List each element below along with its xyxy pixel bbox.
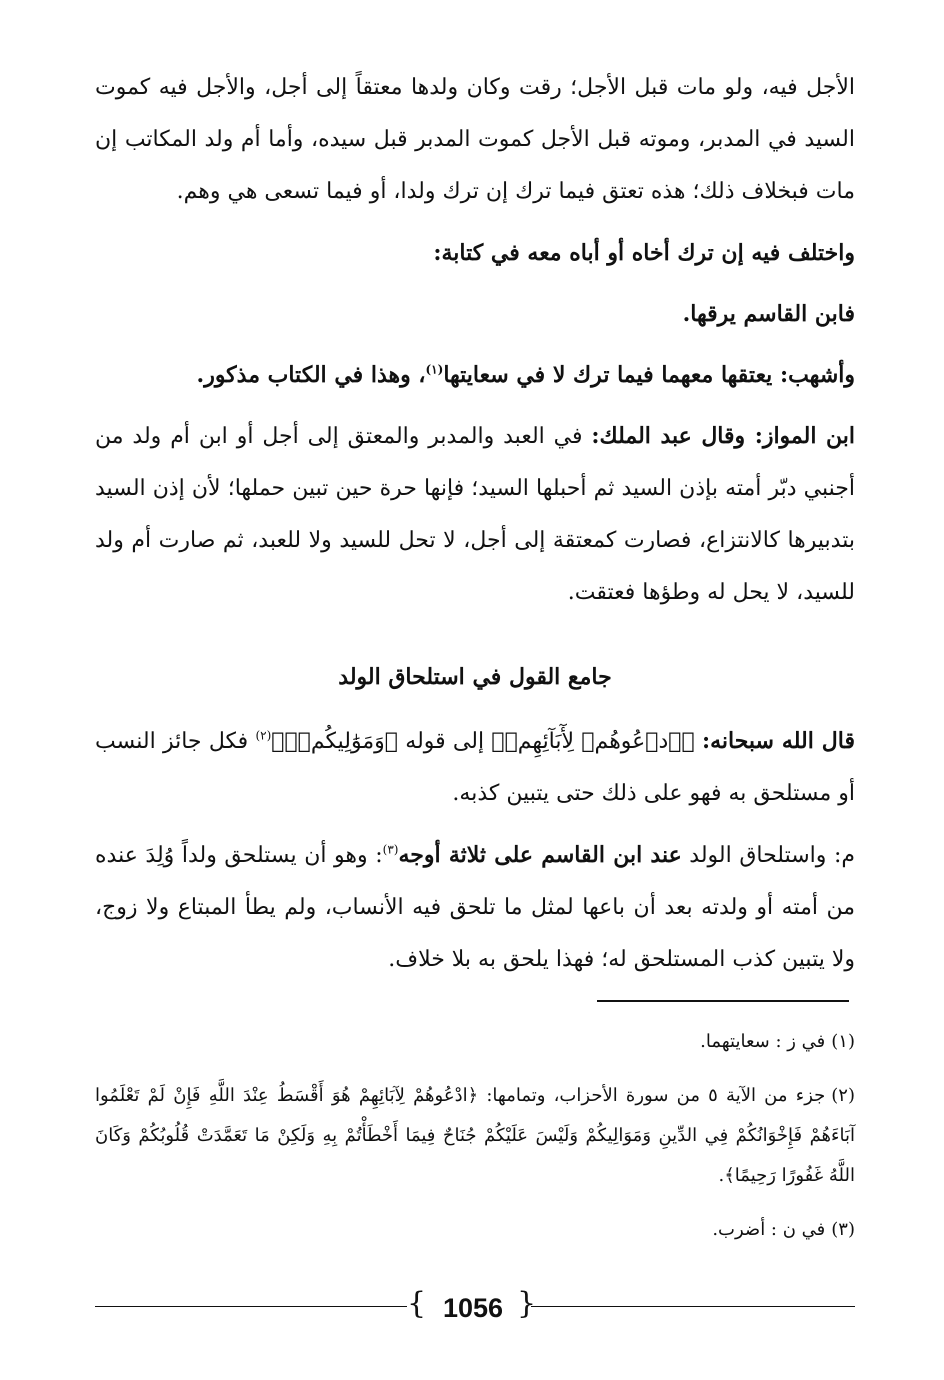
footnote-ref-1[interactable]: (١) (425, 362, 444, 377)
footer-rule-left (95, 1306, 407, 1307)
quran-quote-2: ﴿وَمَوَٰلِيكُمۡۚ﴾ (271, 729, 398, 754)
footnote-number: (١) (831, 1031, 855, 1052)
paragraph-5-lead: ابن المواز: وقال عبد الملك: (591, 423, 855, 449)
footnote-text: في ز : سعايتهما. (700, 1031, 826, 1052)
page-footer (95, 1286, 855, 1330)
footnote-3 (95, 1210, 855, 1250)
footnote-number: (٢) (831, 1085, 855, 1106)
paragraph-4 (95, 349, 855, 401)
footnote-separator (597, 1000, 849, 1002)
footnote-ref-3[interactable]: (٣) (382, 842, 399, 857)
paragraph-7-rest: : وهو أن يستلحق ولداً وُلِدَ عنده من أمته أو ولدته بعد أن باعها لمثل ما تلحق فيه الأنساب، ولم يطأ المبتاع ولا زوج، ولا يتبين كذب المستلحق له؛ فهذا يلحق به بلا خلاف. (95, 843, 855, 972)
quran-quote-1: ﴿ٱدۡعُوهُمۡ لِأٓبَآئِهِمۡ﴾ (484, 729, 702, 754)
footnote-1 (95, 1022, 855, 1062)
footer-rule-right (531, 1306, 855, 1307)
paragraph-6-mid: إلى قوله (397, 729, 485, 754)
main-text (95, 62, 855, 986)
section-heading: جامع القول في استلحاق الولد (338, 664, 612, 690)
paragraph-6-rest: فكل جائز النسب أو مستلحق به فهو على ذلك حتى يتبين كذبه. (95, 729, 855, 806)
footnote-text: جزء من الآية ٥ من سورة الأحزاب، وتمامها: ﴿ادْعُوهُمْ لِآبَائِهِمْ هُوَ أَقْسَطُ عِنْدَ اللَّهِ فَإِنْ لَمْ تَعْلَمُوا آبَاءَهُمْ فَإِخْوَانُكُمْ فِي الدِّينِ وَمَوَالِيكُمْ وَلَيْسَ عَلَيْكُمْ جُنَاحٌ فِيمَا أَخْطَأْتُمْ بِهِ وَلَكِنْ مَا تَعَمَّدَتْ قُلُوبُكُمْ وَكَانَ اللَّهُ غَفُورًا رَحِيمًا﴾. (95, 1085, 855, 1186)
footnote-text: في ن : أضرب. (712, 1219, 826, 1240)
paragraph-7 (95, 829, 855, 986)
footnote-number: (٣) (831, 1219, 855, 1240)
page-number: 1056 (442, 1293, 504, 1323)
footnote-2 (95, 1076, 855, 1196)
paragraph-1: الأجل فيه، ولو مات قبل الأجل؛ رقت وكان ولدها معتقاً إلى أجل، والأجل فيه كموت السيد في المدبر، وموته قبل الأجل كموت المدبر قبل سيده، وأما أم ولد المكاتب إن مات فبخلاف ذلك؛ هذه تعتق فيما ترك إن ترك ولدا، أو فيما تسعى هي وهم. (95, 75, 855, 204)
brace-left-icon: { (407, 1286, 427, 1321)
paragraph-3: فابن القاسم يرقها. (682, 301, 855, 327)
brace-right-icon: } (517, 1286, 537, 1321)
paragraph-7-text-a: م: واستلحاق الولد (681, 843, 855, 868)
paragraph-6 (95, 715, 855, 820)
paragraph-2: واختلف فيه إن ترك أخاه أو أباه معه في كتابة: (433, 240, 855, 266)
paragraph-6-lead: قال الله سبحانه: (701, 728, 855, 754)
paragraph-7-bold: عند ابن القاسم على ثلاثة أوجه (398, 842, 682, 868)
paragraph-5 (95, 410, 855, 619)
footnotes (95, 1022, 855, 1264)
paragraph-5-rest: في العبد والمدبر والمعتق إلى أجل أو ابن أم ولد من أجنبي دبّر أمته بإذن السيد ثم أحبلها السيد؛ فإنها حرة حين تبين حملها؛ لأن إذن السيد بتدبيرها كالانتزاع، فصارت كمعتقة إلى أجل، لا تحل للسيد ولا للعبد، ثم صارت أم ولد للسيد، لا يحل له وطؤها فعتقت. (95, 424, 855, 605)
paragraph-4-text-b: ، وهذا في الكتاب مذكور. (196, 362, 426, 388)
paragraph-4-text-a: وأشهب: يعتقها معهما فيما ترك لا في سعايتها (443, 362, 855, 388)
footnote-ref-2[interactable]: (٢) (255, 728, 272, 743)
